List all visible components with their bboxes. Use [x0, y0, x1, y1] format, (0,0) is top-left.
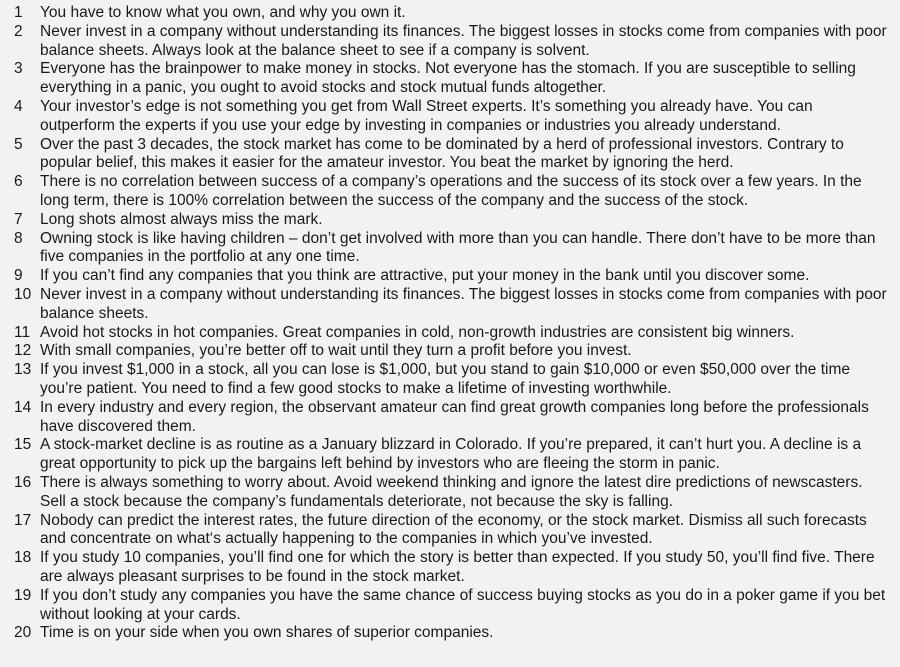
item-text: Never invest in a company without understanding its finances. The biggest losses in stocks come from companies with poor balance sheets. Always look at the balance sheet to see if a company is solvent. [40, 22, 887, 59]
list-item [0, 324, 900, 343]
numbered-rules-list [0, 4, 900, 643]
item-text: Time is on your side when you own shares of superior companies. [40, 624, 494, 642]
item-number: 6 [14, 173, 23, 191]
item-number: 8 [14, 229, 23, 247]
item-number: 1 [14, 4, 23, 21]
item-text: Never invest in a company without understanding its finances. The biggest losses in stocks come from companies with poor balance sheets. [40, 285, 887, 322]
item-number: 16 [14, 473, 32, 491]
item-number: 5 [14, 135, 23, 153]
list-item [0, 60, 900, 98]
item-number: 7 [14, 210, 23, 228]
item-text: Avoid hot stocks in hot companies. Great companies in cold, non-growth industries are consistent big winners. [40, 323, 795, 341]
item-text: Long shots almost always miss the mark. [40, 210, 323, 228]
item-number: 9 [14, 267, 23, 285]
item-number: 18 [14, 549, 32, 567]
item-number: 2 [14, 22, 23, 40]
list-item [0, 4, 900, 23]
item-text: If you can’t find any companies that you think are attractive, put your money in the bank until you discover some. [40, 267, 810, 285]
item-number: 3 [14, 60, 23, 78]
list-item [0, 230, 900, 268]
item-number: 20 [14, 624, 32, 642]
item-text: With small companies, you’re better off to wait until they turn a profit before you invest. [40, 342, 632, 360]
list-item [0, 136, 900, 174]
item-text: Over the past 3 decades, the stock market has come to be dominated by a herd of professional investors. Contrary to popular belief, this makes it easier for the amateur investor. You beat the market by ignoring the herd. [40, 135, 844, 172]
list-item [0, 23, 900, 61]
list-item [0, 98, 900, 136]
list-item [0, 549, 900, 587]
item-text: There is no correlation between success of a company’s operations and the success of its stock over a few years. In the long term, there is 100% correlation between the success of the company and the success of the stock. [40, 173, 862, 209]
item-text: In every industry and every region, the observant amateur can find great growth companies long before the professionals have discovered them. [40, 398, 869, 435]
list-item [0, 342, 900, 361]
item-number: 19 [14, 586, 32, 604]
item-number: 12 [14, 342, 32, 360]
list-item [0, 173, 900, 211]
list-item [0, 474, 900, 512]
item-text: Nobody can predict the interest rates, the future direction of the economy, or the stock market. Dismiss all such forecasts and concentrate on what‘s actually happening to the companies in which you’ve invested. [40, 511, 867, 548]
list-item [0, 512, 900, 550]
item-text: A stock-market decline is as routine as a January blizzard in Colorado. If you’re prepared, it can’t hurt you. A decline is a great opportunity to pick up the bargains left behind by investors who are fleeing the storm in panic. [40, 436, 862, 473]
item-text: If you don’t study any companies you have the same chance of success buying stocks as you do in a poker game if you bet without looking at your cards. [40, 586, 886, 623]
item-text: Your investor’s edge is not something you get from Wall Street experts. It’s something you already have. You can outperform the experts if you use your edge by investing in companies or industries you already understand. [40, 97, 813, 134]
item-number: 11 [14, 323, 31, 341]
list-item [0, 436, 900, 474]
list-item [0, 211, 900, 230]
list-item [0, 267, 900, 286]
list-item [0, 624, 900, 643]
item-number: 13 [14, 361, 32, 379]
list-item [0, 286, 900, 324]
list-item [0, 361, 900, 399]
item-number: 4 [14, 97, 23, 115]
item-text: Owning stock is like having children – don’t get involved with more than you can handle. There don’t have to be more than five companies in the portfolio at any one time. [40, 229, 876, 266]
item-text: Everyone has the brainpower to make money in stocks. Not everyone has the stomach. If you are susceptible to selling everything in a panic, you ought to avoid stocks and stock mutual funds altogether. [40, 60, 856, 97]
item-number: 17 [14, 511, 32, 529]
item-text: If you study 10 companies, you’ll find one for which the story is better than expected. If you study 50, you’ll find five. There are always pleasant surprises to be found in the stock market. [40, 549, 875, 585]
item-text: There is always something to worry about. Avoid weekend thinking and ignore the latest dire predictions of newscasters. Sell a stock because the company’s fundamentals deteriorate, not because the sky is falling. [40, 473, 863, 510]
list-item [0, 399, 900, 437]
item-number: 10 [14, 285, 32, 303]
item-number: 14 [14, 398, 32, 416]
item-text: You have to know what you own, and why you own it. [40, 4, 406, 21]
item-number: 15 [14, 436, 32, 454]
item-text: If you invest $1,000 in a stock, all you can lose is $1,000, but you stand to gain $10,000 or even $50,000 over the time you’re patient. You need to find a few good stocks to make a lifetime of investing worthwhile. [40, 361, 850, 397]
list-item [0, 587, 900, 625]
